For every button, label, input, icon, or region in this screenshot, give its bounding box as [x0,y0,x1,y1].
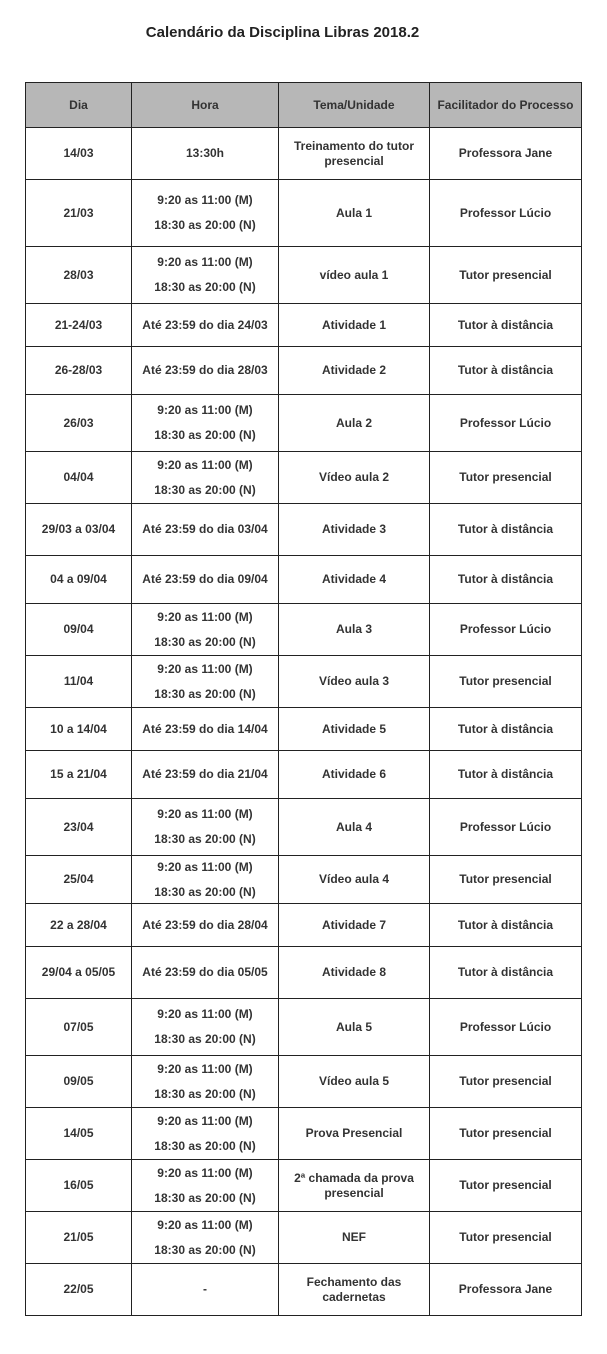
cell-facilitador: Tutor presencial [430,452,582,504]
hora-line: 9:20 as 11:00 (M) [157,255,253,269]
cell-tema: Atividade 4 [279,556,430,604]
hora-line: Até 23:59 do dia 28/03 [142,363,268,377]
cell-hora [132,395,279,452]
cell-dia: 09/04 [26,604,132,656]
cell-tema: Fechamento das cadernetas [279,1264,430,1316]
cell-facilitador: Professora Jane [430,1264,582,1316]
page-title: Calendário da Disciplina Libras 2018.2 [145,24,420,41]
table-row [26,1264,582,1316]
hora-line: 9:20 as 11:00 (M) [157,1165,253,1180]
hora-line: 9:20 as 11:00 (M) [157,807,253,821]
hora-line: 18:30 as 20:00 (N) [154,1138,256,1153]
table-row [26,395,582,452]
hora-line: Até 23:59 do dia 28/04 [142,917,268,932]
table-row [26,556,582,604]
cell-hora [132,347,279,395]
cell-hora [132,1212,279,1264]
cell-dia: 21/05 [26,1212,132,1264]
hora-line: 18:30 as 20:00 (N) [154,686,256,701]
cell-facilitador: Tutor à distância [430,904,582,947]
cell-facilitador: Tutor presencial [430,656,582,708]
hora-line: Até 23:59 do dia 24/03 [142,317,268,332]
cell-hora [132,128,279,180]
cell-tema: Atividade 1 [279,304,430,347]
cell-dia: 04/04 [26,452,132,504]
cell-dia: 04 a 09/04 [26,556,132,604]
cell-hora [132,799,279,856]
cell-tema: Treinamento do tutor presencial [279,128,430,180]
table-row [26,799,582,856]
cell-hora [132,1108,279,1160]
header-dia: Dia [26,83,132,128]
cell-dia: 21/03 [26,180,132,247]
cell-facilitador: Professor Lúcio [430,999,582,1056]
cell-tema: NEF [279,1212,430,1264]
cell-facilitador: Tutor à distância [430,751,582,799]
hora-line: 9:20 as 11:00 (M) [157,1007,253,1021]
hora-line: - [203,1282,207,1296]
cell-tema: Aula 1 [279,180,430,247]
table-row [26,751,582,799]
table-row [26,247,582,304]
table-row [26,1212,582,1264]
calendar-table [25,82,582,1316]
cell-hora [132,856,279,904]
cell-tema: Vídeo aula 4 [279,856,430,904]
table-row [26,656,582,708]
cell-hora [132,304,279,347]
cell-tema: Aula 2 [279,395,430,452]
cell-dia: 29/03 a 03/04 [26,504,132,556]
hora-line: 9:20 as 11:00 (M) [157,1113,253,1128]
cell-dia: 28/03 [26,247,132,304]
hora-line: 9:20 as 11:00 (M) [157,859,253,874]
table-row [26,180,582,247]
hora-line: 9:20 as 11:00 (M) [157,193,253,207]
cell-dia: 10 a 14/04 [26,708,132,751]
cell-dia: 25/04 [26,856,132,904]
table-row [26,999,582,1056]
cell-facilitador: Tutor presencial [430,247,582,304]
table-row [26,347,582,395]
header-tema: Tema/Unidade [279,83,430,128]
cell-facilitador: Tutor à distância [430,304,582,347]
cell-facilitador: Tutor à distância [430,947,582,999]
cell-tema: Aula 4 [279,799,430,856]
cell-hora [132,1160,279,1212]
hora-line: 18:30 as 20:00 (N) [154,634,256,649]
cell-hora [132,656,279,708]
hora-line: 9:20 as 11:00 (M) [157,609,253,624]
cell-facilitador: Professor Lúcio [430,395,582,452]
hora-line: 9:20 as 11:00 (M) [157,457,253,472]
hora-line: Até 23:59 do dia 03/04 [142,522,268,536]
cell-dia: 29/04 a 05/05 [26,947,132,999]
cell-facilitador: Professor Lúcio [430,604,582,656]
table-row [26,504,582,556]
header-hora: Hora [132,83,279,128]
cell-facilitador: Tutor presencial [430,1212,582,1264]
table-row [26,856,582,904]
cell-hora [132,999,279,1056]
cell-facilitador: Tutor à distância [430,708,582,751]
cell-tema: Vídeo aula 2 [279,452,430,504]
hora-line: 18:30 as 20:00 (N) [154,832,256,846]
cell-dia: 07/05 [26,999,132,1056]
cell-facilitador: Professor Lúcio [430,799,582,856]
cell-facilitador: Tutor presencial [430,856,582,904]
cell-hora [132,247,279,304]
hora-line: 9:20 as 11:00 (M) [157,1217,253,1232]
cell-hora [132,180,279,247]
table-row [26,304,582,347]
hora-line: 18:30 as 20:00 (N) [154,1086,256,1101]
table-row [26,904,582,947]
cell-hora [132,556,279,604]
table-row [26,452,582,504]
table-row [26,1160,582,1212]
cell-dia: 26-28/03 [26,347,132,395]
cell-dia: 23/04 [26,799,132,856]
cell-hora [132,708,279,751]
cell-tema: Aula 3 [279,604,430,656]
cell-hora [132,1264,279,1316]
cell-dia: 21-24/03 [26,304,132,347]
hora-line: 9:20 as 11:00 (M) [157,661,253,676]
hora-line: 18:30 as 20:00 (N) [154,428,256,442]
cell-tema: Atividade 3 [279,504,430,556]
cell-tema: Atividade 6 [279,751,430,799]
cell-tema: Vídeo aula 5 [279,1056,430,1108]
hora-line: 18:30 as 20:00 (N) [154,1032,256,1046]
table-row [26,604,582,656]
cell-facilitador: Tutor à distância [430,504,582,556]
cell-tema: Vídeo aula 3 [279,656,430,708]
cell-tema: 2ª chamada da prova presencial [279,1160,430,1212]
cell-facilitador: Tutor presencial [430,1108,582,1160]
cell-facilitador: Tutor à distância [430,556,582,604]
cell-facilitador: Tutor presencial [430,1056,582,1108]
cell-tema: Atividade 7 [279,904,430,947]
hora-line: 18:30 as 20:00 (N) [154,884,256,899]
cell-tema: Aula 5 [279,999,430,1056]
table-row [26,947,582,999]
table-row [26,1056,582,1108]
cell-dia: 14/03 [26,128,132,180]
hora-line: 13:30h [185,146,225,160]
hora-line: Até 23:59 do dia 21/04 [142,767,268,781]
hora-line: Até 23:59 do dia 09/04 [142,572,268,586]
table-row [26,128,582,180]
cell-tema: Atividade 8 [279,947,430,999]
cell-dia: 22/05 [26,1264,132,1316]
cell-dia: 14/05 [26,1108,132,1160]
cell-dia: 15 a 21/04 [26,751,132,799]
cell-hora [132,904,279,947]
hora-line: Até 23:59 do dia 05/05 [142,965,268,979]
hora-line: 18:30 as 20:00 (N) [154,1190,256,1205]
table-row [26,708,582,751]
hora-line: 9:20 as 11:00 (M) [157,1061,253,1076]
cell-hora [132,452,279,504]
table-header-row [26,83,582,128]
cell-dia: 16/05 [26,1160,132,1212]
cell-tema: Atividade 5 [279,708,430,751]
cell-hora [132,604,279,656]
cell-dia: 26/03 [26,395,132,452]
hora-line: 9:20 as 11:00 (M) [157,403,253,417]
cell-hora [132,504,279,556]
hora-line: 18:30 as 20:00 (N) [154,1242,256,1257]
cell-hora [132,1056,279,1108]
cell-tema: Prova Presencial [279,1108,430,1160]
cell-facilitador: Professora Jane [430,128,582,180]
cell-facilitador: Professor Lúcio [430,180,582,247]
table-row [26,1108,582,1160]
cell-facilitador: Tutor à distância [430,347,582,395]
hora-line: 18:30 as 20:00 (N) [154,280,256,294]
cell-dia: 11/04 [26,656,132,708]
hora-line: 18:30 as 20:00 (N) [154,218,256,232]
cell-tema: vídeo aula 1 [279,247,430,304]
hora-line: 18:30 as 20:00 (N) [154,482,256,497]
cell-facilitador: Tutor presencial [430,1160,582,1212]
hora-line: Até 23:59 do dia 14/04 [142,721,268,736]
cell-tema: Atividade 2 [279,347,430,395]
cell-hora [132,947,279,999]
cell-hora [132,751,279,799]
cell-dia: 09/05 [26,1056,132,1108]
cell-dia: 22 a 28/04 [26,904,132,947]
header-facilitador: Facilitador do Processo [430,83,582,128]
